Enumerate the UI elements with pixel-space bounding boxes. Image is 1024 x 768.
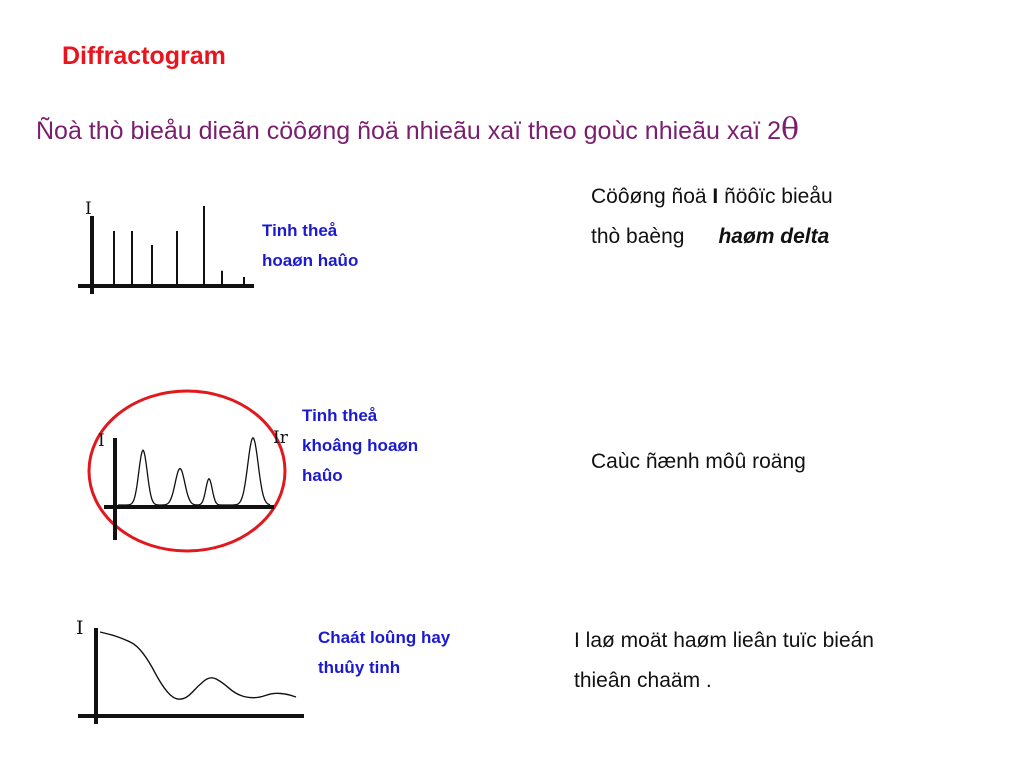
label-line: hoaøn haûo bbox=[262, 251, 359, 270]
amorphous-curve-plot bbox=[70, 610, 310, 730]
axis-label-right: Ir bbox=[273, 428, 288, 448]
y-axis-label: I bbox=[76, 617, 84, 639]
label-line: haûo bbox=[302, 466, 343, 485]
label-line: Tinh theå bbox=[302, 406, 378, 425]
label-line: thuûy tinh bbox=[318, 658, 401, 677]
broadened-peaks-description bbox=[591, 442, 806, 482]
description-line: thieân chaäm . bbox=[574, 669, 712, 692]
imperfect-crystal-label bbox=[302, 401, 418, 491]
theta-symbol: θ bbox=[781, 112, 800, 147]
broadened-peak-profile bbox=[118, 438, 270, 505]
label-line: Chaát loûng hay bbox=[318, 628, 451, 647]
broadened-peaks-plot bbox=[84, 386, 290, 556]
label-line: khoâng hoaøn bbox=[302, 436, 419, 455]
label-line: Tinh theå bbox=[262, 221, 338, 240]
description-text: thò baèng bbox=[591, 225, 685, 248]
description-text: ñöôïc bieåu bbox=[718, 185, 833, 208]
description-text: Cöôøng ñoä bbox=[591, 185, 713, 208]
subtitle-text: Ñoà thò bieåu dieãn cöôøng ñoä nhieãu xaï theo goùc nhieãu xaï 2 bbox=[36, 117, 782, 145]
description-line bbox=[591, 177, 833, 217]
delta-function-term: haøm delta bbox=[718, 225, 830, 248]
description-line: Caùc ñænh môû roäng bbox=[591, 450, 806, 473]
highlight-circle bbox=[89, 391, 285, 551]
liquid-glass-label bbox=[318, 623, 450, 683]
perfect-crystal-label bbox=[262, 216, 358, 276]
description-line bbox=[591, 217, 833, 257]
description-line: I laø moät haøm lieân tuïc bieán bbox=[574, 629, 874, 652]
slide-subtitle bbox=[36, 112, 799, 147]
y-axis-label: I bbox=[85, 199, 92, 219]
continuous-function-description bbox=[574, 621, 874, 701]
y-axis-label: I bbox=[98, 431, 105, 451]
delta-function-description bbox=[591, 177, 833, 257]
continuous-intensity-curve bbox=[100, 632, 296, 699]
slide-title: Diffractogram bbox=[62, 42, 226, 70]
intensity-symbol: I bbox=[712, 185, 719, 208]
